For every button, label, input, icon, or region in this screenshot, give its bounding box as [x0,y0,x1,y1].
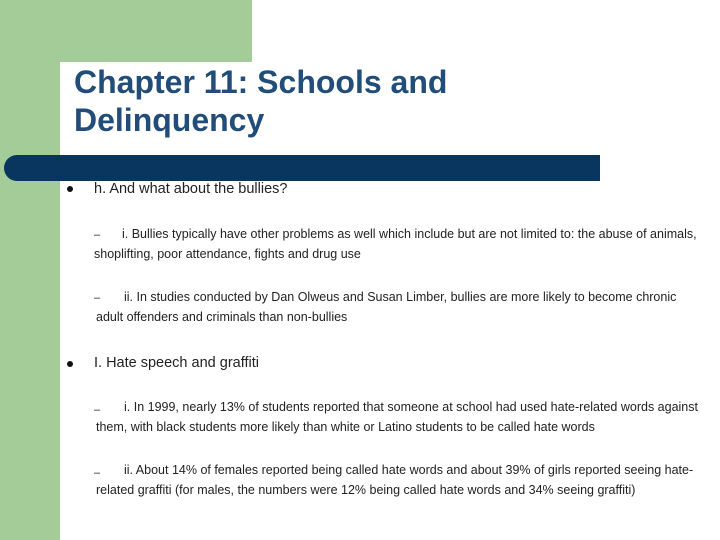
sub-item-content: i. Bullies typically have other problems as well which include but are not limited to: the abuse of animals, shoplifting, poor attendance, fights and drug use [94,227,697,261]
sub-item-content: ii. In studies conducted by Dan Olweus and Susan Limber, bullies are more likely to become chronic adult offenders and criminals than non-bullies [96,290,677,324]
slide-title: Chapter 11: Schools and Delinquency [74,64,448,138]
round-bullet-icon [67,186,73,192]
bullet-item-text: h. And what about the bullies? [94,181,288,197]
sub-item-content: ii. About 14% of females reported being called hate words and about 39% of girls reported seeing hate-related graffiti (for males, the numbers were 12% being called hate words and 34% seeing graffiti) [96,463,694,497]
dash-icon: – [94,229,101,241]
round-bullet-icon [67,361,73,367]
sub-item-text [96,460,700,500]
bullet-item-text: I. Hate speech and graffiti [94,355,259,371]
dash-icon: – [94,292,101,304]
dash-icon: – [94,467,101,479]
dash-icon: – [94,404,101,416]
sub-item-text [94,224,714,264]
sub-item-content: i. In 1999, nearly 13% of students reported that someone at school had used hate-related words against them, with black students more likely than white or Latino students to be called hate words [96,400,698,434]
sub-item-text [96,287,700,327]
sub-item-text [96,397,718,437]
